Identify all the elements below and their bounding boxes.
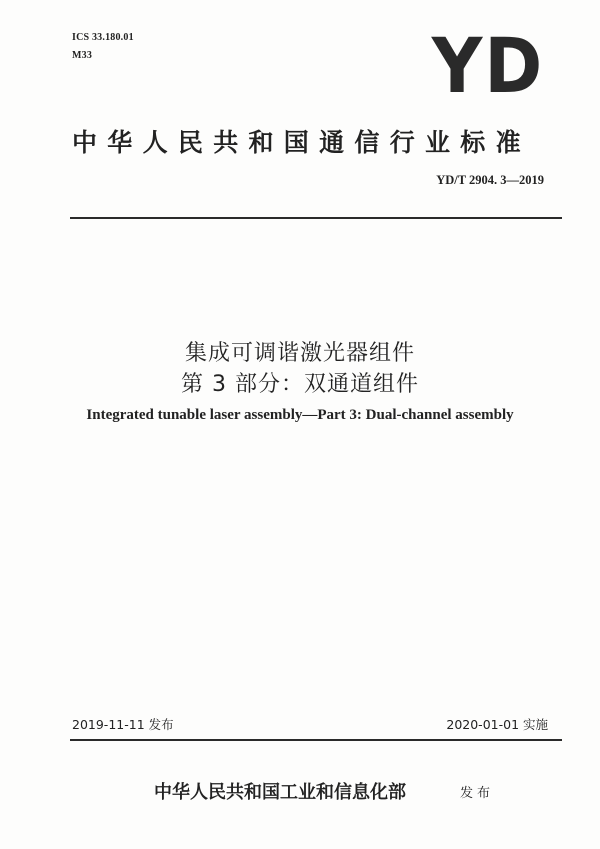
ics-code: ICS 33.180.01 [72, 32, 134, 43]
title-chinese-line2: 第 3 部分：双通道组件 [181, 372, 419, 397]
standard-category: 中华人民共和国通信行业标准 [72, 128, 531, 157]
title-english: Integrated tunable laser assembly—Part 3: Dual-channel assembly [86, 407, 514, 423]
top-divider [70, 217, 562, 219]
issue-verb: 发布 [460, 786, 495, 801]
bottom-divider [70, 739, 562, 741]
implementation-date: 2020-01-01 实施 [446, 717, 548, 732]
issue-date: 2019-11-11 发布 [72, 717, 174, 732]
title-chinese-line1: 集成可调谐激光器组件 [184, 341, 415, 366]
yd-logo: YD [431, 21, 544, 110]
ccs-code: M33 [72, 50, 93, 61]
standard-number: YD/T 2904. 3—2019 [436, 173, 544, 187]
issuing-authority: 中华人民共和国工业和信息化部 [154, 782, 406, 803]
